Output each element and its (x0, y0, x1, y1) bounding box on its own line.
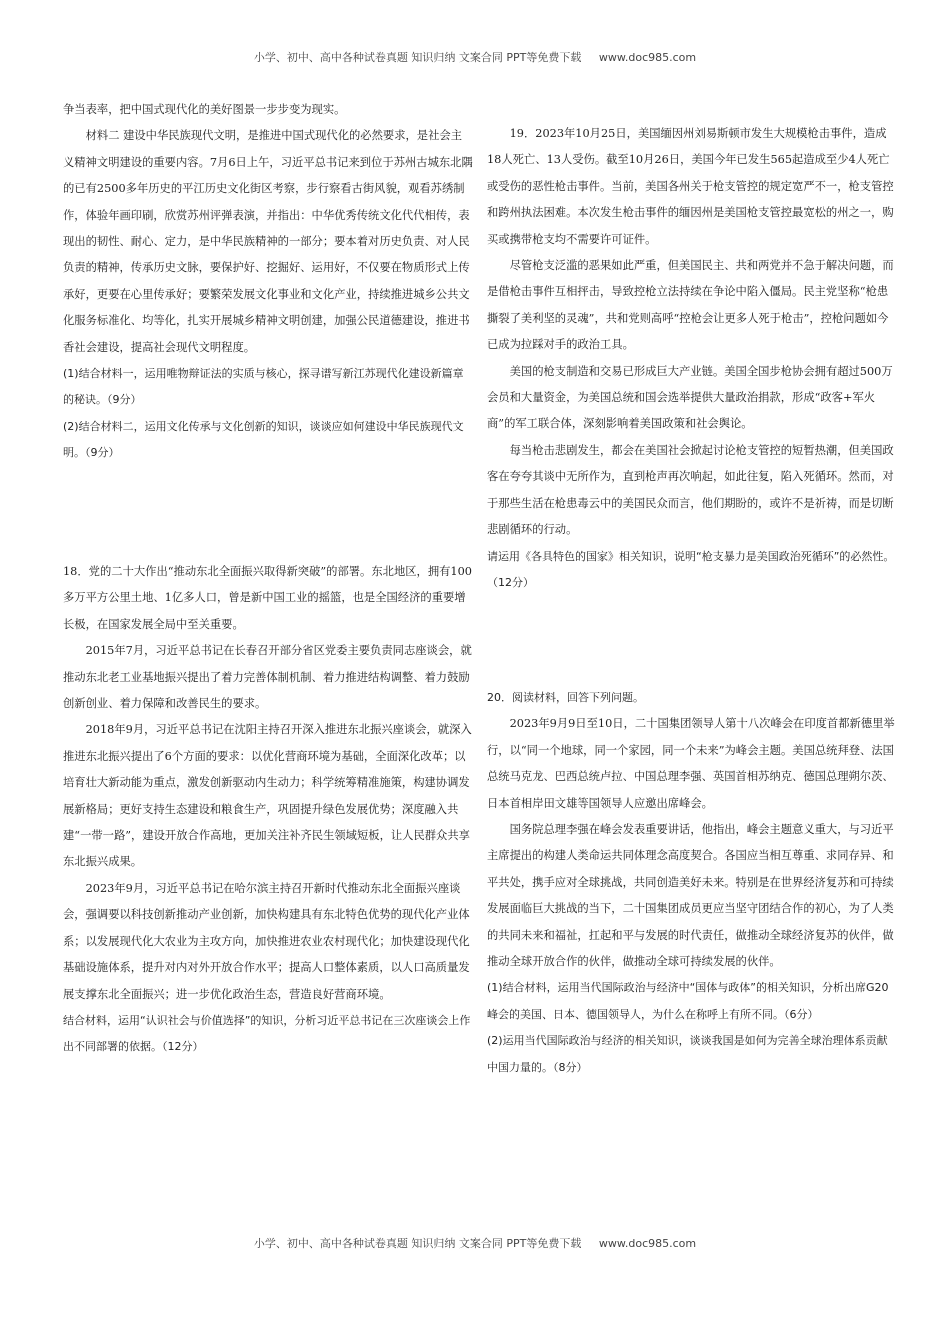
question-19-para-1: 19．2023年10月25日，美国缅因州刘易斯顿市发生大规模枪击事件，造成18人死亡、13人受伤。截至10月26日，美国今年已发生565起造成至少4人死亡或受伤的恶性枪击事件。当前，美国各州关于枪支管控的规定宽严不一，枪支管控和跨州执法困难。本次发生枪击事件的缅因州是美国枪支管控最宽松的州之一，购买或携带枪支均不需要许可证件。 (487, 127, 894, 246)
question-20-para-2: 国务院总理李强在峰会发表重要讲话，他指出，峰会主题意义重大，与习近平主席提出的构建人类命运共同体理念高度契合。各国应当相互尊重、求同存异、和平共处，携手应对全球挑战，共同创造美好未来。特别是在世界经济复苏和可持续发展面临巨大挑战的当下，二十国集团成员更应当坚守团结合作的初心，为了人类的共同未来和福祉，扛起和平与发展的时代责任，做推动全球经济复苏的伙伴，做推动全球开放合作的伙伴，做推动全球可持续发展的伙伴。 (487, 823, 894, 969)
question-20-1: (1)结合材料，运用当代国际政治与经济中“国体与政体”的相关知识，分析出席G20峰会的美国、日本、德国领导人，为什么在称呼上有所不同。（6分） (487, 981, 889, 1021)
page-header (0, 49, 950, 65)
material-two: 材料二 建设中华民族现代文明，是推进中国式现代化的必然要求，是社会主义精神文明建设的重要内容。7月6日上午，习近平总书记来到位于苏州古城东北隅的已有2500多年历史的平江历史文化街区考察，步行察看古街风貌，观看苏绣制作，体验年画印刷，欣赏苏州评弹表演，并指出：中华优秀传统文化代代相传，表现出的韧性、耐心、定力，是中华民族精神的一部分；要本着对历史负责、对人民负责的精神，传承历史文脉，要保护好、挖掘好、运用好，不仅要在物质形式上传承好，更要在心里传承好；要繁荣发展文化事业和文化产业，持续推进城乡公共文化服务标准化、均等化，扎实开展城乡精神文明创建，加强公民道德建设，推进书香社会建设，提高社会现代文明程度。 (63, 129, 473, 354)
question-20-intro: 20．阅读材料，回答下列问题。 (487, 691, 644, 704)
question-19-para-4: 每当枪击悲剧发生，都会在美国社会掀起讨论枪支管控的短暂热潮，但美国政客在夸夸其谈中无所作为，直到枪声再次响起，如此往复，陷入死循环。然而，对于那些生活在枪患毒云中的美国民众而言，他们期盼的，或许不是祈祷，而是切断悲剧循环的行动。 (487, 443, 894, 537)
left-column (63, 97, 473, 467)
footer-text: 小学、初中、高中各种试卷真题 知识归纳 文案合同 PPT等免费下载 (253, 1237, 582, 1250)
footer-url[interactable]: www.doc985.com (598, 1237, 697, 1250)
question-18-ask: 结合材料，运用“认识社会与价值选择”的知识，分析习近平总书记在三次座谈会上作出不同部署的依据。（12分） (63, 1013, 471, 1054)
page-footer (0, 1235, 950, 1251)
material-one-ending: 争当表率，把中国式现代化的美好图景一步步变为现实。 (63, 103, 346, 116)
header-url[interactable]: www.doc985.com (598, 51, 697, 64)
question-18-para-2023: 2023年9月，习近平总书记在哈尔滨主持召开新时代推动东北全面振兴座谈会，强调要以科技创新推动产业创新，加快构建具有东北特色优势的现代化产业体系；以发展现代化大农业为主攻方向，加快推进农业农村现代化；加快建设现代化基础设施体系，提升对内对外开放合作水平；提高人口整体素质，以人口高质量发展支撑东北全面振兴；进一步优化政治生态，营造良好营商环境。 (63, 881, 470, 1001)
header-text: 小学、初中、高中各种试卷真题 知识归纳 文案合同 PPT等免费下载 (253, 51, 582, 64)
question-17-1: (1)结合材料一，运用唯物辩证法的实质与核心，探寻谱写新江苏现代化建设新篇章的秘诀。（9分） (63, 367, 464, 407)
question-19-para-2: 尽管枪支泛滥的恶果如此严重，但美国民主、共和两党并不急于解决问题，而是借枪击事件互相抨击，导致控枪立法持续在争论中陷入僵局。民主党坚称“枪患撕裂了美利坚的灵魂”，共和党则高呼“控枪会让更多人死于枪击”，控枪问题如今已成为拉踩对手的政治工具。 (487, 259, 894, 352)
question-20-2: (2)运用当代国际政治与经济的相关知识，谈谈我国是如何为完善全球治理体系贡献中国力量的。（8分） (487, 1034, 888, 1074)
question-18-para-2018: 2018年9月，习近平总书记在沈阳主持召开深入推进东北振兴座谈会，就深入推进东北振兴提出了6个方面的要求：以优化营商环境为基础，全面深化改革；以培育壮大新动能为重点，激发创新驱动内生动力；科学统筹精准施策，构建协调发展新格局；更好支持生态建设和粮食生产，巩固提升绿色发展优势；深度融入共建“一带一路”，建设开放合作高地，更加关注补齐民生领域短板，让人民群众共享东北振兴成果。 (63, 723, 472, 869)
question-19-ask: 请运用《各具特色的国家》相关知识，说明“枪支暴力是美国政治死循环”的必然性。（12分） (487, 549, 895, 589)
question-17-2: (2)结合材料二，运用文化传承与文化创新的知识，谈谈应如何建设中华民族现代文明。（9分） (63, 419, 464, 460)
question-18-intro: 18．党的二十大作出“推动东北全面振兴取得新突破”的部署。东北地区，拥有100多万平方公里土地、1亿多人口，曾是新中国工业的摇篮，也是全国经济的重要增长极，在国家发展全局中至关重要。 (63, 565, 472, 631)
question-19-para-3: 美国的枪支制造和交易已形成巨大产业链。美国全国步枪协会拥有超过500万会员和大量资金，为美国总统和国会选举提供大量政治捐款，形成“政客+军火商”的军工联合体，深刻影响着美国政策和社会舆论。 (487, 364, 893, 431)
question-18-para-2015: 2015年7月，习近平总书记在长春召开部分省区党委主要负责同志座谈会，就推动东北老工业基地振兴提出了着力完善体制机制、着力推进结构调整、着力鼓励创新创业、着力保障和改善民生的要求。 (63, 644, 472, 711)
left-column-q18 (63, 559, 473, 1061)
right-column-q19 (487, 121, 897, 596)
right-column-q20 (487, 685, 897, 1081)
question-20-para-1: 2023年9月9日至10日，二十国集团领导人第十八次峰会在印度首都新德里举行，以“同一个地球，同一个家园，同一个未来”为峰会主题。美国总统拜登、法国总统马克龙、巴西总统卢拉、中国总理李强、英国首相苏纳克、德国总理朔尔茨、日本首相岸田文雄等国领导人应邀出席峰会。 (487, 717, 895, 810)
